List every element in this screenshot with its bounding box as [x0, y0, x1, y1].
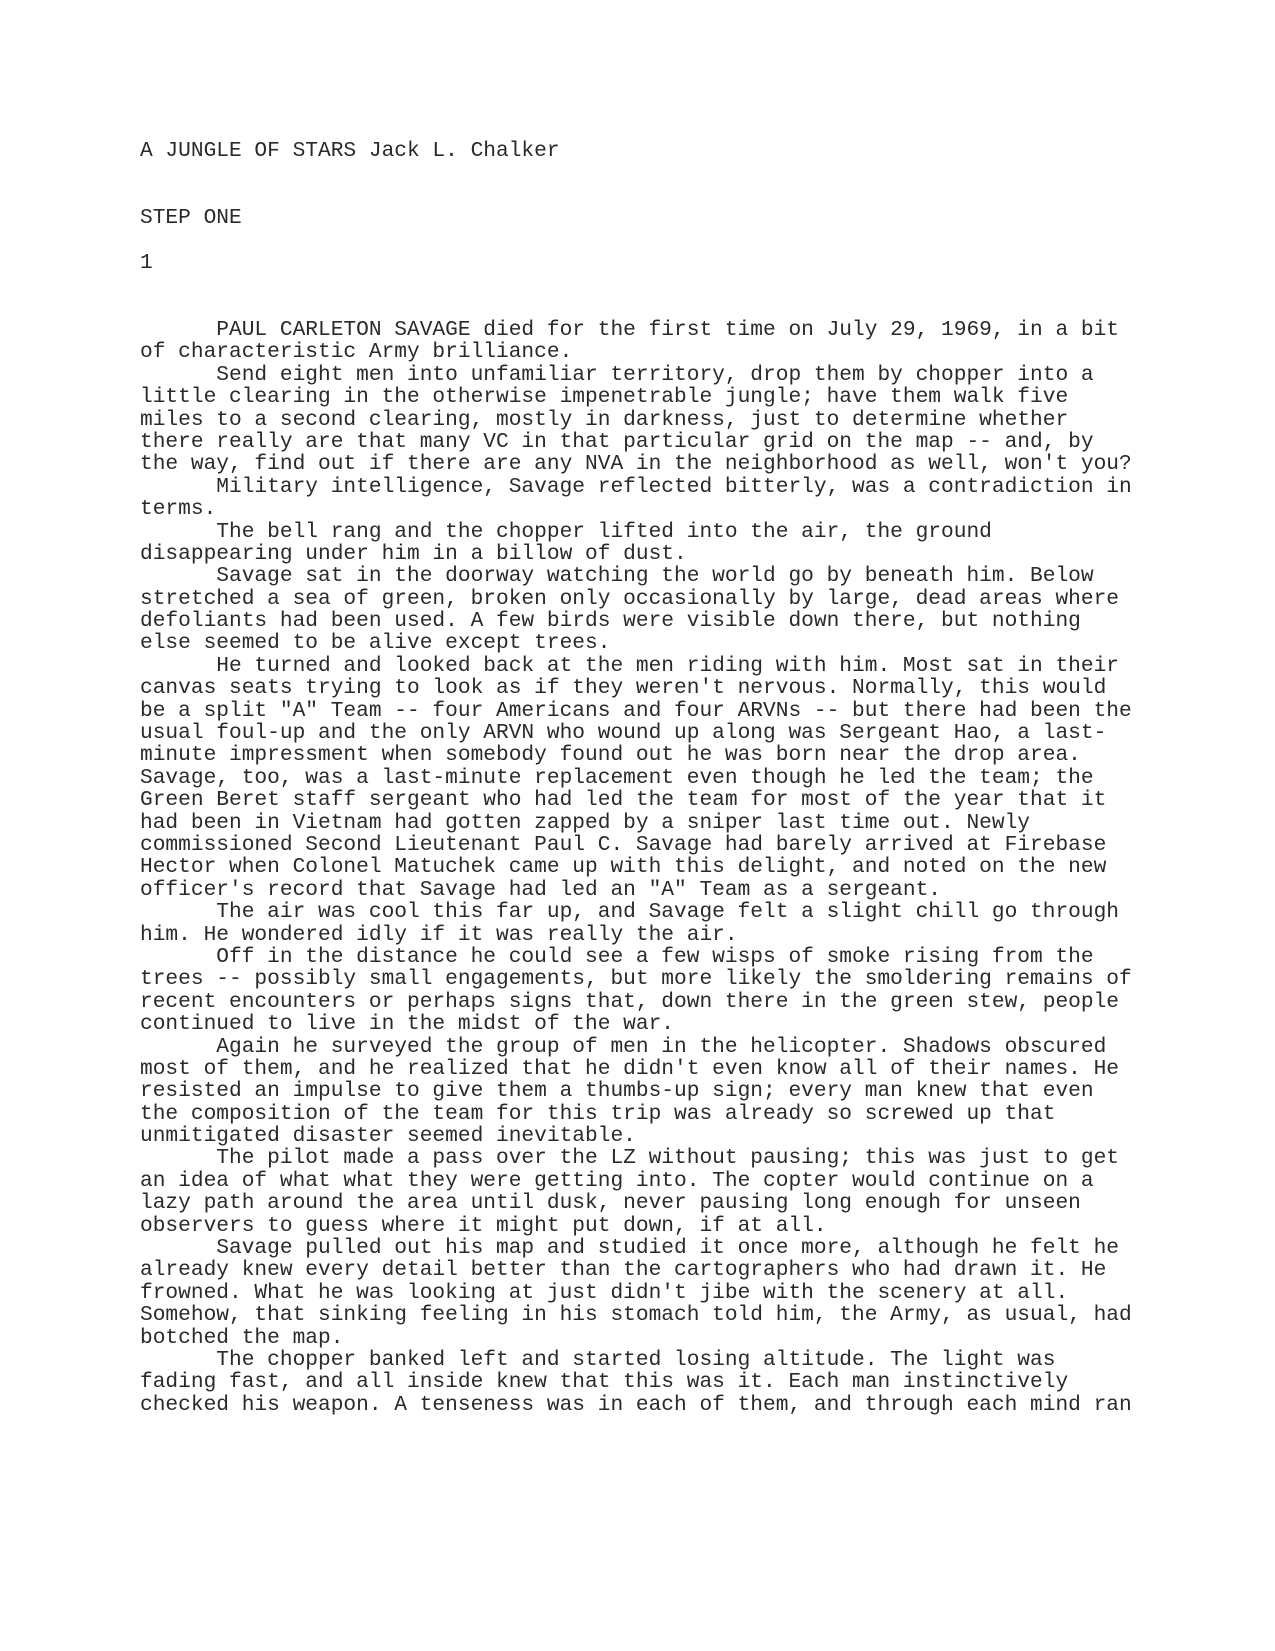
text-line: stretched a sea of green, broken only occasionally by large, dead areas where	[140, 586, 1120, 611]
text-line: Military intelligence, Savage reflected bitterly, was a contradiction in	[140, 474, 1132, 499]
text-line: an idea of what what they were getting into. The copter would continue on a	[140, 1168, 1094, 1193]
text-line: He turned and looked back at the men riding with him. Most sat in their	[140, 653, 1120, 678]
text-line: of characteristic Army brilliance.	[140, 340, 573, 365]
text-line: terms.	[140, 497, 217, 522]
text-line: defoliants had been used. A few birds were visible down there, but nothing	[140, 609, 1081, 634]
text-line: commissioned Second Lieutenant Paul C. Savage had barely arrived at Firebase	[140, 832, 1107, 857]
text-line: botched the map.	[140, 1325, 344, 1350]
text-line: most of them, and he realized that he didn't even know all of their names. He	[140, 1056, 1120, 1081]
text-line: the way, find out if there are any NVA in the neighborhood as well, won't you?	[140, 452, 1132, 477]
text-line: Savage sat in the doorway watching the world go by beneath him. Below	[140, 564, 1094, 589]
text-line: canvas seats trying to look as if they weren't nervous. Normally, this would	[140, 676, 1107, 701]
text-line: the composition of the team for this trip was already so screwed up that	[140, 1101, 1056, 1126]
section-heading: STEP ONE	[140, 206, 242, 230]
text-line: resisted an impulse to give them a thumbs-up sign; every man knew that even	[140, 1079, 1094, 1104]
text-line: checked his weapon. A tenseness was in each of them, and through each mind ran	[140, 1392, 1132, 1417]
text-line: observers to guess where it might put down, if at all.	[140, 1213, 827, 1238]
text-line: already knew every detail better than the cartographers who had drawn it. He	[140, 1258, 1107, 1283]
text-line: minute impressment when somebody found out he was born near the drop area.	[140, 743, 1081, 768]
text-line: unmitigated disaster seemed inevitable.	[140, 1124, 636, 1149]
text-line: him. He wondered idly if it was really the air.	[140, 922, 738, 947]
text-line: Savage pulled out his map and studied it once more, although he felt he	[140, 1236, 1120, 1261]
text-line: PAUL CARLETON SAVAGE died for the first time on July 29, 1969, in a bit	[140, 318, 1120, 342]
book-title: A JUNGLE OF STARS Jack L. Chalker	[140, 139, 560, 163]
text-line: The air was cool this far up, and Savage felt a slight chill go through	[140, 900, 1120, 925]
text-line: Off in the distance he could see a few wisps of smoke rising from the	[140, 944, 1094, 969]
text-line: miles to a second clearing, mostly in darkness, just to determine whether	[140, 407, 1069, 432]
chapter-number: 1	[140, 251, 153, 275]
text-line: usual foul-up and the only ARVN who wound up along was Sergeant Hao, a last-	[140, 721, 1107, 746]
text-line: had been in Vietnam had gotten zapped by a sniper last time out. Newly	[140, 810, 1031, 835]
text-line: trees -- possibly small engagements, but more likely the smoldering remains of	[140, 967, 1132, 992]
text-line: The pilot made a pass over the LZ without pausing; this was just to get	[140, 1146, 1120, 1171]
text-line: Send eight men into unfamiliar territory, drop them by chopper into a	[140, 362, 1094, 387]
text-line: Green Beret staff sergeant who had led the team for most of the year that it	[140, 788, 1107, 813]
body-text	[140, 318, 1140, 1415]
text-line: The bell rang and the chopper lifted into the air, the ground	[140, 519, 992, 544]
text-line: Again he surveyed the group of men in the helicopter. Shadows obscured	[140, 1034, 1107, 1059]
text-line: officer's record that Savage had led an "A" Team as a sergeant.	[140, 877, 942, 902]
text-line: fading fast, and all inside knew that this was it. Each man instinctively	[140, 1370, 1069, 1395]
text-line: be a split "A" Team -- four Americans and four ARVNs -- but there had been the	[140, 698, 1132, 723]
text-line: frowned. What he was looking at just didn't jibe with the scenery at all.	[140, 1280, 1069, 1305]
text-line: lazy path around the area until dusk, never pausing long enough for unseen	[140, 1191, 1081, 1216]
text-line: there really are that many VC in that particular grid on the map -- and, by	[140, 429, 1094, 454]
text-line: disappearing under him in a billow of dust.	[140, 541, 687, 566]
text-line: little clearing in the otherwise impenetrable jungle; have them walk five	[140, 385, 1069, 410]
text-line: recent encounters or perhaps signs that, down there in the green stew, people	[140, 989, 1120, 1014]
text-line: Hector when Colonel Matuchek came up with this delight, and noted on the new	[140, 855, 1107, 880]
text-line: Savage, too, was a last-minute replacement even though he led the team; the	[140, 765, 1094, 790]
text-line: The chopper banked left and started losing altitude. The light was	[140, 1347, 1056, 1372]
text-line: else seemed to be alive except trees.	[140, 631, 611, 656]
text-line: continued to live in the midst of the war.	[140, 1012, 675, 1037]
text-line: Somehow, that sinking feeling in his stomach told him, the Army, as usual, had	[140, 1303, 1132, 1328]
